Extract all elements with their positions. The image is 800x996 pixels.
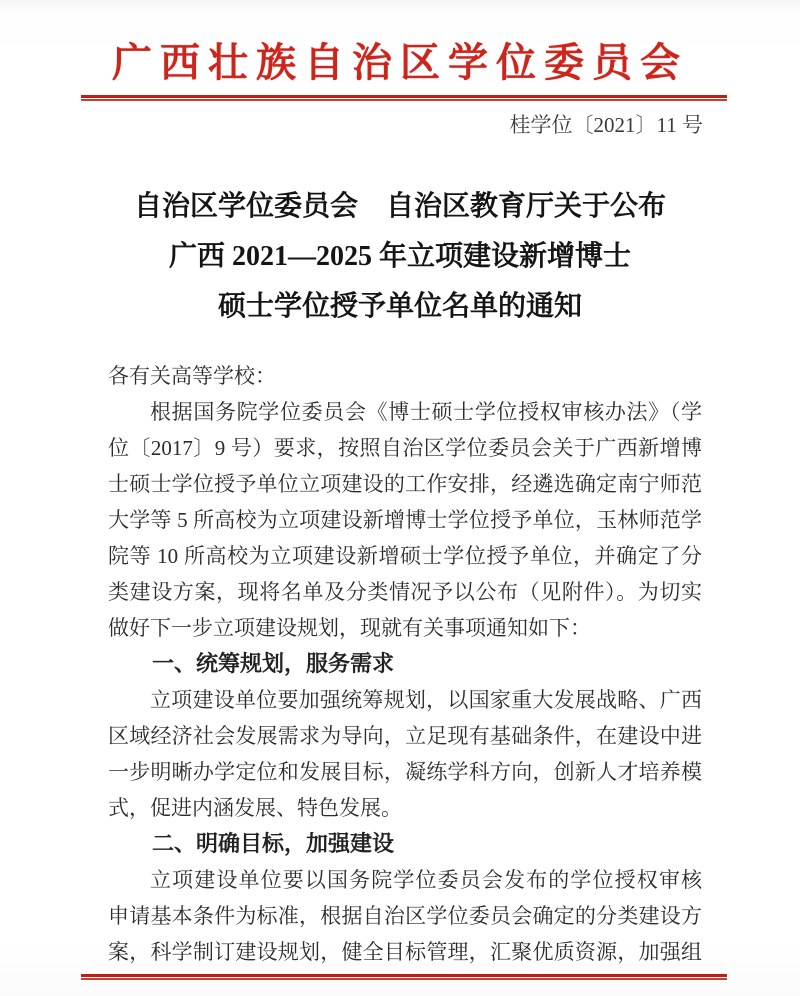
body-line: 申请基本条件为标准，根据自治区学位委员会确定的分类建设方 [108, 904, 702, 928]
body-line: 士硕士学位授予单位立项建设的工作安排，经遴选确定南宁师范 [108, 472, 702, 496]
body-line: 大学等 5 所高校为立项建设新增博士学位授予单位，玉林师范学 [108, 508, 702, 532]
document-body [108, 358, 702, 970]
title-line-1: 自治区学位委员会 自治区教育厅关于公布 [133, 191, 666, 222]
section-heading: 二、明确目标，加强建设 [152, 831, 395, 856]
body-line: 区域经济社会发展需求为导向，立足现有基础条件，在建设中进 [108, 724, 702, 748]
body-line: 立项建设单位要加强统筹规划，以国家重大发展战略、广西 [150, 688, 702, 712]
body-line: 一步明晰办学定位和发展目标，凝练学科方向，创新人才培养模 [108, 760, 702, 784]
body-line: 位〔2017〕9 号）要求，按照自治区学位委员会关于广西新增博 [108, 436, 702, 460]
body-line: 根据国务院学位委员会《博士硕士学位授权审核办法》（学 [150, 400, 702, 424]
body-line: 式，促进内涵发展、特色发展。 [108, 796, 402, 820]
title-line-2: 广西 2021—2025 年立项建设新增博士 [168, 241, 631, 272]
body-line: 院等 10 所高校为立项建设新增硕士学位授予单位，并确定了分 [108, 544, 702, 568]
letterhead-org-name: 广西壮族自治区学位委员会 [112, 40, 688, 85]
document-title [0, 182, 800, 332]
divider-thin-bar [81, 99, 727, 101]
salutation: 各有关高等学校： [108, 364, 276, 388]
footer-divider-line [81, 974, 727, 980]
body-line: 案，科学制订建设规划，健全目标管理，汇聚优质资源，加强组 [108, 940, 702, 964]
letterhead-divider-line [81, 95, 727, 101]
divider-thin-bar [81, 978, 727, 980]
body-line: 立项建设单位要以国务院学位委员会发布的学位授权审核 [150, 868, 702, 892]
body-line: 类建设方案，现将名单及分类情况予以公布（见附件）。为切实 [108, 580, 702, 604]
title-line-3: 硕士学位授予单位名单的通知 [217, 291, 582, 322]
body-line: 做好下一步立项建设规划，现就有关事项通知如下： [108, 616, 591, 640]
section-heading: 一、统筹规划，服务需求 [152, 651, 395, 676]
document-number: 桂学位〔2021〕11 号 [509, 113, 703, 137]
